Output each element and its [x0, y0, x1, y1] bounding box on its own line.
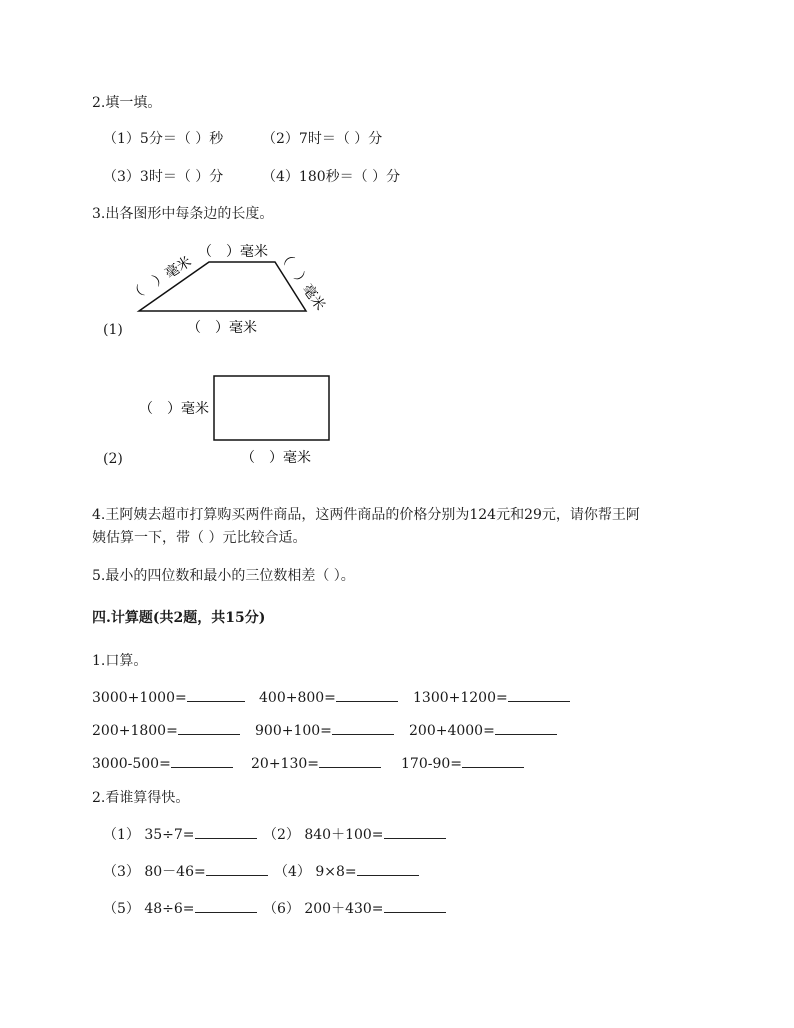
calc1-expr: 200+1800=: [92, 723, 178, 739]
calc1-title: 1.口算。: [92, 653, 148, 669]
calc2-r1c2: [263, 825, 446, 843]
calc2-expr: （1） 35÷7=: [103, 827, 195, 843]
answer-blank[interactable]: [187, 688, 245, 702]
answer-blank[interactable]: [171, 754, 233, 768]
trapezoid-left-label: （ ）毫米: [126, 253, 195, 305]
rectangle-bottom-label: （ ）毫米: [241, 450, 311, 466]
q2-item-2: （2）7时＝（ ）分: [262, 131, 383, 147]
calc1-expr: 170-90=: [401, 756, 462, 772]
answer-blank[interactable]: [384, 825, 446, 839]
trapezoid-figure: [0, 0, 794, 480]
calc1-r1c3: [413, 688, 570, 706]
calc1-r3c3: [401, 754, 524, 772]
calc1-expr: 400+800=: [259, 690, 336, 706]
trapezoid-right-label: （ ）毫米: [274, 247, 328, 314]
rectangle-left-label: （ ）毫米: [139, 401, 209, 417]
answer-blank[interactable]: [206, 862, 268, 876]
answer-blank[interactable]: [319, 754, 381, 768]
answer-blank[interactable]: [336, 688, 398, 702]
calc1-expr: 20+130=: [251, 756, 319, 772]
calc1-r1c1: [92, 688, 245, 706]
calc1-expr: 900+100=: [255, 723, 332, 739]
calc2-expr: （5） 48÷6=: [103, 901, 195, 917]
calc2-r3c1: [103, 899, 257, 917]
answer-blank[interactable]: [195, 899, 257, 913]
answer-blank[interactable]: [462, 754, 524, 768]
calc1-r2c1: [92, 721, 240, 739]
rectangle-shape: [214, 376, 329, 440]
answer-blank[interactable]: [495, 721, 557, 735]
answer-blank[interactable]: [508, 688, 570, 702]
answer-blank[interactable]: [195, 825, 257, 839]
q4-line-2: 姨估算一下，带（ ）元比较合适。: [92, 530, 307, 546]
calc1-r3c2: [251, 754, 381, 772]
trapezoid-bottom-label: （ ）毫米: [187, 320, 257, 336]
q2-item-3: （3）3时＝（ ）分: [103, 169, 224, 185]
q2-item-4: （4）180秒＝（ ）分: [262, 169, 401, 185]
q4-line-1: 4.王阿姨去超市打算购买两件商品，这两件商品的价格分别为124元和29元，请你帮王阿: [92, 507, 640, 523]
q2-title: 2.填一填。: [92, 95, 162, 111]
q3-title: 3.出各图形中每条边的长度。: [92, 206, 274, 222]
calc1-expr: 3000-500=: [92, 756, 171, 772]
trapezoid-top-label: （ ）毫米: [198, 244, 268, 260]
calc2-r2c2: [274, 862, 419, 880]
q5-text: 5.最小的四位数和最小的三位数相差（ ）。: [92, 568, 355, 584]
calc1-expr: 1300+1200=: [413, 690, 508, 706]
calc2-expr: （2） 840＋100=: [263, 827, 384, 843]
calc2-expr: （6） 200＋430=: [263, 901, 384, 917]
fig1-label: (1): [103, 322, 123, 338]
fig2-label: (2): [103, 451, 123, 467]
calc1-r2c2: [255, 721, 394, 739]
calc2-title: 2.看谁算得快。: [92, 790, 190, 806]
answer-blank[interactable]: [384, 899, 446, 913]
answer-blank[interactable]: [357, 862, 419, 876]
calc2-r1c1: [103, 825, 257, 843]
calc1-expr: 3000+1000=: [92, 690, 187, 706]
calc1-expr: 200+4000=: [409, 723, 495, 739]
answer-blank[interactable]: [332, 721, 394, 735]
calc2-expr: （4） 9×8=: [274, 864, 357, 880]
calc2-r2c1: [103, 862, 268, 880]
calc1-r2c3: [409, 721, 557, 739]
section4-title: 四.计算题(共2题，共15分): [92, 610, 266, 626]
answer-blank[interactable]: [178, 721, 240, 735]
calc1-r3c1: [92, 754, 233, 772]
calc2-expr: （3） 80－46=: [103, 864, 206, 880]
q2-item-1: （1）5分＝（ ）秒: [103, 131, 224, 147]
calc2-r3c2: [263, 899, 446, 917]
calc1-r1c2: [259, 688, 398, 706]
